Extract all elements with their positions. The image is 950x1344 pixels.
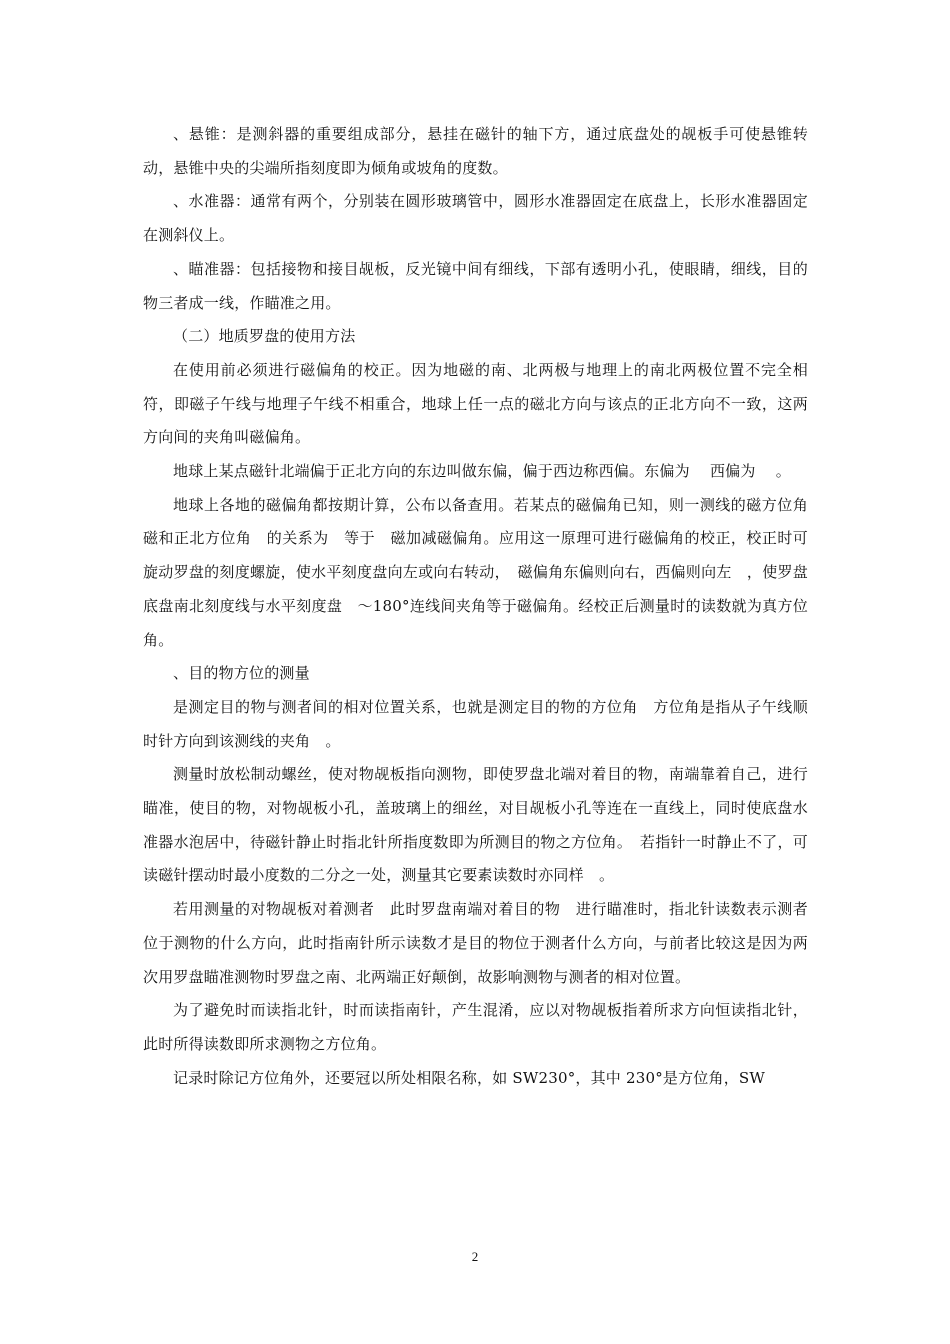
- paragraph-declination-intro: 在使用前必须进行磁偏角的校正。因为地磁的南、北两极与地理上的南北两极位置不完全相符，即磁子午线与地理子午线不相重合，地球上任一点的磁北方向与该点的正北方向不一致，这两方向间的夹角叫磁偏角。: [143, 360, 808, 447]
- paragraph-declination-correction: 地球上各地的磁偏角都按期计算，公布以备查用。若某点的磁偏角已知，则一测线的磁方位角 磁和正北方位角 的关系为 等于 磁加减磁偏角。应用这一原理可进行磁偏角的校正，校正时可旋动罗盘的刻度螺旋，使水平刻度盘向左或向右转动， 磁偏角东偏则向右，西偏则向左 ，使罗盘底盘南北刻度线与水平刻度盘 ～180°连线间夹角等于磁偏角。经校正后测量时的读数就为真方位角。: [143, 495, 824, 649]
- section-heading-azimuth-measurement: 、目的物方位的测量: [173, 664, 310, 683]
- section-heading-compass-usage: （二）地质罗盘的使用方法: [173, 327, 356, 346]
- paragraph-read-north-needle: 为了避免时而读指北针，时而读指南针，产生混淆，应以对物觇板指着所求方向恒读指北针，此时所得读数即所求测物之方位角。: [143, 1001, 808, 1053]
- paragraph-recording: 记录时除记方位角外，还要冠以所处相限名称，如 SW230°，其中 230°是方位角，SW: [173, 1068, 765, 1087]
- paragraph-reverse-sighting: 若用测量的对物觇板对着测者 此时罗盘南端对着目的物 进行瞄准时，指北针读数表示测者位于测物的什么方向，此时指南针所示读数才是目的物位于测者什么方向，与前者比较这是因为两次用罗盘瞄准测物时罗盘之南、北两端正好颠倒，故影响测物与测者的相对位置。: [143, 900, 808, 986]
- page-number: 2: [471, 1249, 479, 1264]
- paragraph-plumb-bob: 、悬锥：是测斜器的重要组成部分，悬挂在磁针的轴下方，通过底盘处的觇板手可使悬锥转动，悬锥中央的尖端所指刻度即为倾角或坡角的度数。: [143, 125, 808, 177]
- paragraph-azimuth-definition: 是测定目的物与测者间的相对位置关系，也就是测定目的物的方位角 方位角是指从子午线顺时针方向到该测线的夹角 。: [143, 697, 808, 750]
- paragraph-sighting-device: 、瞄准器：包括接物和接目觇板，反光镜中间有细线，下部有透明小孔，使眼睛，细线，目的物三者成一线，作瞄准之用。: [143, 259, 808, 312]
- paragraph-measurement-procedure: 测量时放松制动螺丝，使对物觇板指向测物，即使罗盘北端对着目的物，南端靠着自己，进行瞄准，使目的物，对物觇板小孔，盖玻璃上的细丝，对目觇板小孔等连在一直线上，同时使底盘水准器水泡居中，待磁针静止时指北针所指度数即为所测目的物之方位角。 若指针一时静止不了，可读磁针摆动时最小度数的二分之一处，测量其它要素读数时亦同样 。: [143, 765, 808, 885]
- paragraph-level-vial: 、水准器：通常有两个，分别装在圆形玻璃管中，圆形水准器固定在底盘上，长形水准器固定在测斜仪上。: [143, 192, 808, 245]
- paragraph-east-west-declination: 地球上某点磁针北端偏于正北方向的东边叫做东偏，偏于西边称西偏。东偏为 西偏为 。: [173, 462, 791, 481]
- body-text: [143, 118, 824, 1095]
